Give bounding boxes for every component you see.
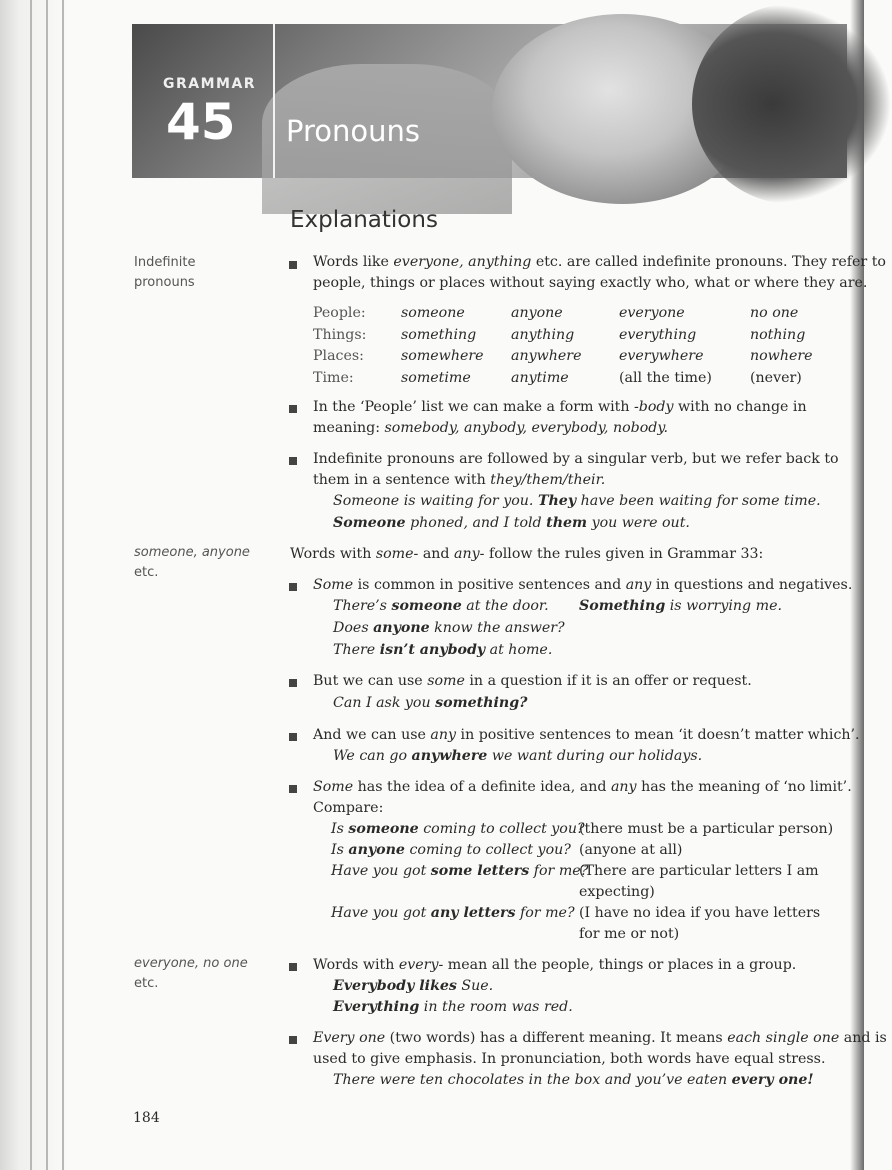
example-line: Is anyone coming to collect you? xyxy=(331,842,571,858)
bullet-icon xyxy=(289,733,297,741)
example-note: (There are particular letters I am xyxy=(579,863,819,879)
bullet-icon xyxy=(289,405,297,413)
example-line: Have you got any letters for me? xyxy=(331,905,575,921)
bullet-icon xyxy=(289,457,297,465)
example-note: (I have no idea if you have letters xyxy=(579,905,821,921)
example-line: Is someone coming to collect you? xyxy=(331,821,585,837)
example-note: expecting) xyxy=(579,884,655,900)
paragraph-line: Every one (two words) has a different meaning. It means each single one and is xyxy=(313,1030,887,1046)
example-line: Have you got some letters for me? xyxy=(331,863,589,879)
bullet-icon xyxy=(289,1036,297,1044)
paragraph-line: Words with some- and any- follow the rules given in Grammar 33: xyxy=(290,546,764,562)
example-line: Everything in the room was red. xyxy=(333,999,573,1015)
sidebar-label-indefinite xyxy=(134,253,195,293)
section-title: Explanations xyxy=(290,207,438,233)
photo-hair xyxy=(692,4,892,204)
sidebar-line: etc. xyxy=(134,976,159,991)
spine-line xyxy=(62,0,64,1170)
example-line: Everybody likes Sue. xyxy=(333,978,494,994)
paragraph-line: meaning: somebody, anybody, everybody, nobody. xyxy=(313,420,668,436)
sidebar-line: someone, anyone xyxy=(134,545,250,560)
grammar-label: GRAMMAR xyxy=(163,76,257,92)
example-line: Someone is waiting for you. They have been waiting for some time. xyxy=(333,493,821,509)
page-spine-shadow xyxy=(0,0,70,1170)
example-line: There’s someone at the door. xyxy=(333,598,549,614)
unit-title: Pronouns xyxy=(286,114,420,148)
bullet-icon xyxy=(289,963,297,971)
banner-divider xyxy=(273,24,275,178)
sidebar-label-everyone xyxy=(134,954,248,994)
bullet-icon xyxy=(289,261,297,269)
paragraph-line: But we can use some in a question if it is an offer or request. xyxy=(313,673,752,689)
sidebar-line: pronouns xyxy=(134,275,195,290)
example-note: (there must be a particular person) xyxy=(579,821,834,837)
example-line: Can I ask you something? xyxy=(333,695,528,711)
paragraph-line: Indefinite pronouns are followed by a singular verb, but we refer back to xyxy=(313,451,839,467)
table-col-no: no one nothing nowhere (never) xyxy=(750,305,813,386)
paragraph-line: In the ‘People’ list we can make a form with -body with no change in xyxy=(313,399,807,415)
example-note: for me or not) xyxy=(579,926,680,942)
example-line: Something is worrying me. xyxy=(579,598,782,614)
example-line: Does anyone know the answer? xyxy=(333,620,565,636)
bullet-icon xyxy=(289,679,297,687)
paragraph-line: And we can use any in positive sentences to mean ‘it doesn’t matter which’. xyxy=(313,727,860,743)
paragraph-line: people, things or places without saying exactly who, what or where they are. xyxy=(313,275,868,291)
table-labels: People: Things: Places: Time: xyxy=(313,305,367,386)
table-col-any: anyone anything anywhere anytime xyxy=(511,305,582,386)
sidebar-line: etc. xyxy=(134,565,159,580)
unit-number: 45 xyxy=(166,93,236,151)
example-line: Someone phoned, and I told them you were out. xyxy=(333,515,690,531)
example-note: (anyone at all) xyxy=(579,842,683,858)
sidebar-label-someone xyxy=(134,543,250,583)
paragraph-line: Words like everyone, anything etc. are called indefinite pronouns. They refer to xyxy=(313,254,886,270)
spine-line xyxy=(46,0,48,1170)
sidebar-line: Indefinite xyxy=(134,255,196,270)
example-line: There isn’t anybody at home. xyxy=(333,642,553,658)
bullet-icon xyxy=(289,785,297,793)
example-line: We can go anywhere we want during our holidays. xyxy=(333,748,703,764)
chapter-banner-photo xyxy=(132,24,847,178)
paragraph-line: used to give emphasis. In pronunciation, both words have equal stress. xyxy=(313,1051,826,1067)
paragraph-line: Words with every- mean all the people, things or places in a group. xyxy=(313,957,797,973)
example-line: There were ten chocolates in the box and you’ve eaten every one! xyxy=(333,1072,814,1088)
table-col-every: everyone everything everywhere (all the time) xyxy=(619,305,712,386)
spine-line xyxy=(30,0,32,1170)
paragraph-line: Compare: xyxy=(313,800,384,816)
paragraph-line: Some has the idea of a definite idea, and any has the meaning of ‘no limit’. xyxy=(313,779,852,795)
paragraph-line: Some is common in positive sentences and any in questions and negatives. xyxy=(313,577,853,593)
paragraph-line: them in a sentence with they/them/their. xyxy=(313,472,606,488)
table-col-some: someone something somewhere sometime xyxy=(401,305,484,386)
bullet-icon xyxy=(289,583,297,591)
sidebar-line: everyone, no one xyxy=(134,956,248,971)
page-number: 184 xyxy=(133,1110,160,1126)
